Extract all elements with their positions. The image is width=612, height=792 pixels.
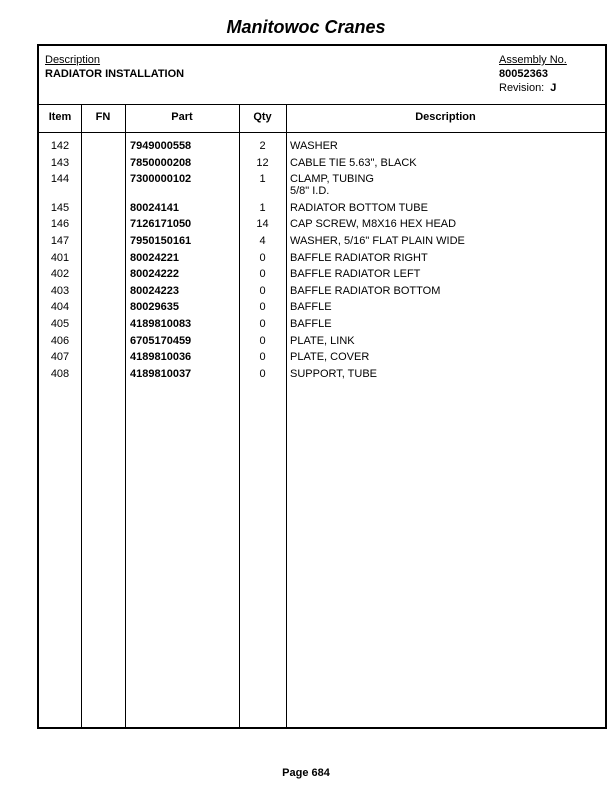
table-row	[39, 202, 605, 214]
column-header-part: Part	[171, 111, 193, 123]
revision-value: J	[550, 82, 557, 94]
quantity: 0	[259, 317, 266, 330]
item-number: 403	[50, 284, 70, 297]
quantity: 0	[259, 367, 266, 380]
item-number: 401	[50, 251, 70, 264]
part-number: 80029635	[130, 301, 179, 314]
item-number: 145	[50, 201, 70, 214]
table-row	[39, 235, 605, 247]
part-number: 7300000102	[130, 173, 192, 186]
part-description: BAFFLE	[290, 317, 332, 330]
table-row	[39, 335, 605, 347]
part-number: 7949000558	[130, 140, 192, 152]
part-description: RADIATOR BOTTOM TUBE	[290, 201, 428, 214]
assembly-number-value: 80052363	[499, 68, 548, 80]
item-number: 408	[50, 367, 70, 380]
item-number: 143	[50, 156, 70, 169]
table-row	[39, 285, 605, 297]
table-row	[39, 368, 605, 380]
part-number: 7850000208	[130, 156, 192, 169]
quantity: 1	[259, 173, 266, 186]
part-description: CLAMP, TUBING 5/8" I.D.	[290, 173, 374, 198]
table-row	[39, 268, 605, 280]
table-row	[39, 173, 605, 197]
table-row	[39, 301, 605, 313]
table-header	[39, 104, 605, 133]
part-number: 80024141	[130, 201, 179, 214]
item-number: 405	[50, 317, 70, 330]
quantity: 2	[259, 140, 266, 152]
part-number: 4189810083	[130, 317, 192, 330]
revision	[499, 82, 556, 94]
part-number: 4189810037	[130, 367, 192, 380]
page-number: Page 684	[282, 767, 330, 779]
part-description: CABLE TIE 5.63", BLACK	[290, 156, 417, 169]
column-header-fn: FN	[95, 111, 111, 123]
part-description: WASHER, 5/16" FLAT PLAIN WIDE	[290, 234, 465, 247]
item-number: 144	[50, 173, 70, 186]
table-row	[39, 157, 605, 169]
parts-table-body	[39, 140, 605, 384]
quantity: 12	[256, 156, 269, 169]
table-row	[39, 318, 605, 330]
column-header-item: Item	[48, 111, 72, 123]
item-number: 402	[50, 268, 70, 281]
quantity: 0	[259, 268, 266, 281]
part-number: 80024222	[130, 268, 179, 281]
assembly-header	[39, 46, 605, 105]
description-value: RADIATOR INSTALLATION	[45, 68, 185, 80]
part-description: PLATE, COVER	[290, 351, 370, 364]
part-description: WASHER	[290, 140, 338, 152]
table-row	[39, 252, 605, 264]
part-number: 6705170459	[130, 334, 192, 347]
quantity: 0	[259, 251, 266, 264]
quantity: 0	[259, 301, 266, 314]
quantity: 0	[259, 284, 266, 297]
item-number: 142	[50, 140, 70, 152]
table-row	[39, 218, 605, 230]
part-description: BAFFLE RADIATOR BOTTOM	[290, 284, 441, 297]
description-label: Description	[45, 54, 101, 66]
part-number: 4189810036	[130, 351, 192, 364]
parts-list-frame	[37, 44, 607, 729]
quantity: 0	[259, 334, 266, 347]
column-header-qty: Qty	[253, 111, 272, 123]
part-description: BAFFLE RADIATOR LEFT	[290, 268, 421, 281]
item-number: 147	[50, 234, 70, 247]
revision-label: Revision:	[499, 82, 545, 94]
part-number: 7950150161	[130, 234, 192, 247]
part-description: CAP SCREW, M8X16 HEX HEAD	[290, 218, 457, 231]
assembly-number-label: Assembly No.	[499, 54, 567, 66]
column-header-description: Description	[415, 111, 476, 123]
part-description: SUPPORT, TUBE	[290, 367, 378, 380]
table-row	[39, 140, 605, 152]
item-number: 406	[50, 334, 70, 347]
part-description: BAFFLE	[290, 301, 332, 314]
part-description: BAFFLE RADIATOR RIGHT	[290, 251, 428, 264]
part-number: 80024221	[130, 251, 179, 264]
table-row	[39, 351, 605, 363]
item-number: 407	[50, 351, 70, 364]
quantity: 1	[259, 201, 266, 214]
quantity: 0	[259, 351, 266, 364]
item-number: 146	[50, 218, 70, 231]
item-number: 404	[50, 301, 70, 314]
quantity: 4	[259, 234, 266, 247]
quantity: 14	[256, 218, 269, 231]
document-title: Manitowoc Cranes	[226, 17, 386, 37]
part-number: 80024223	[130, 284, 179, 297]
part-number: 7126171050	[130, 218, 192, 231]
part-description: PLATE, LINK	[290, 334, 355, 347]
